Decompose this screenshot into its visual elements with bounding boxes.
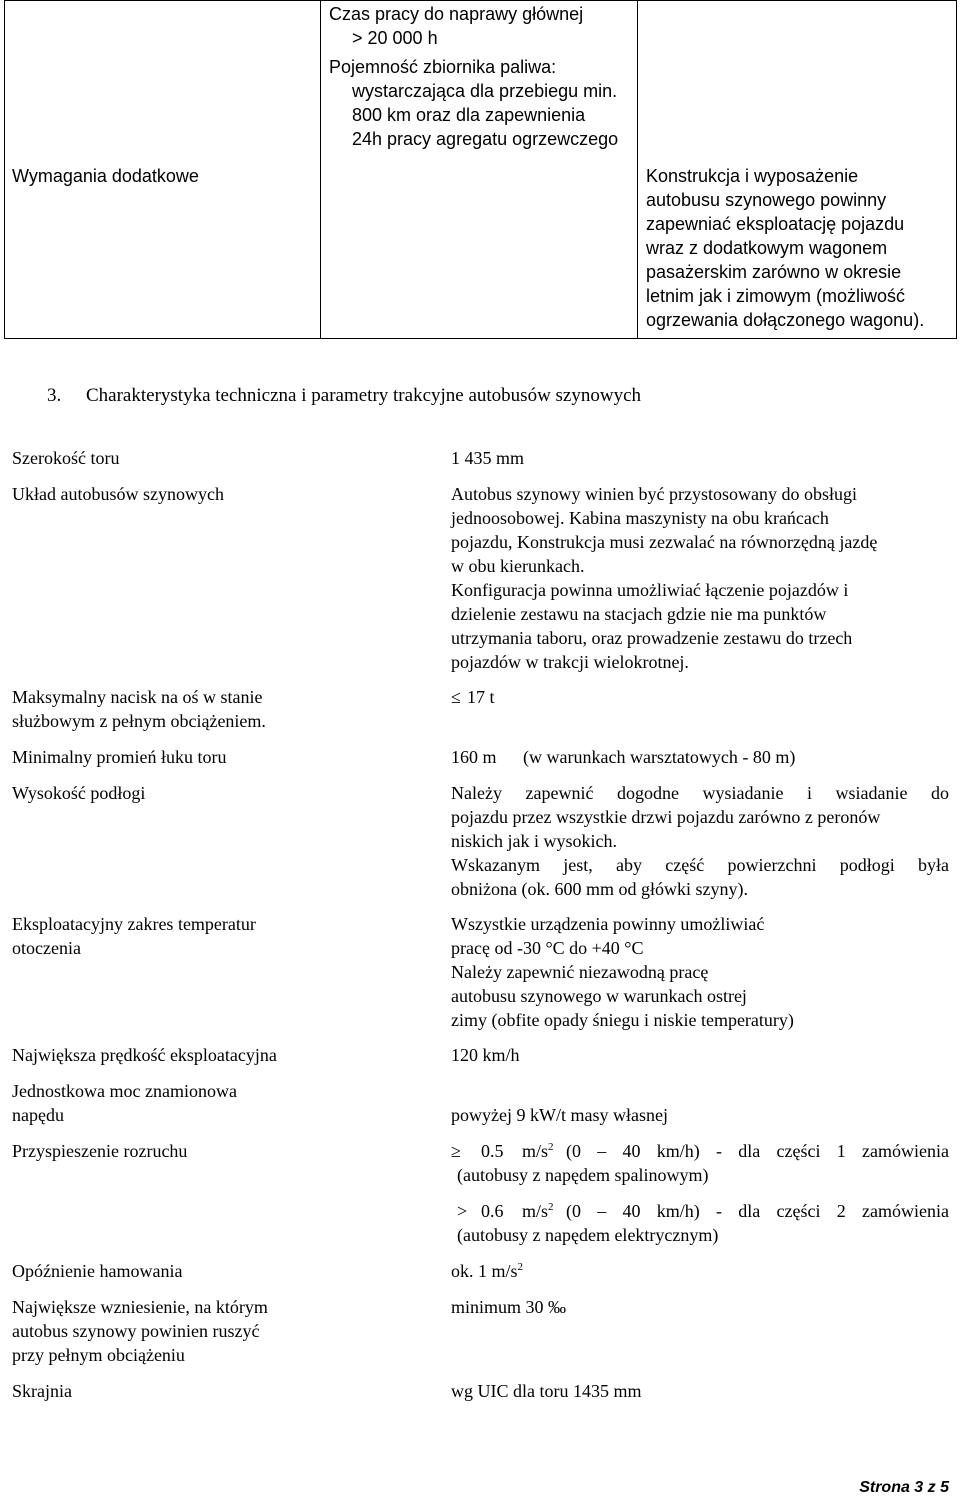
spec-floor-line-2: pojazdu przez wszystkie drzwi pojazdu zarówno z peronów xyxy=(451,807,881,827)
spec-floor-line-1: Należy zapewnić dogodne wysiadanie i wsiadanie do xyxy=(451,783,949,803)
spec-gauge-label: Szerokość toru xyxy=(12,448,120,468)
spec-temperature-line-4: autobusu szynowego w warunkach ostrej xyxy=(451,986,747,1006)
spec-acceleration-a-line2: (autobusy z napędem spalinowym) xyxy=(457,1165,709,1185)
table-right-line-1: Konstrukcja i wyposażenie xyxy=(646,166,859,186)
spec-acceleration-a-unit-text: m/s xyxy=(522,1141,549,1161)
spec-braking-exp: 2 xyxy=(517,1261,524,1273)
table-right-line-2: autobusu szynowego powinny xyxy=(646,190,887,210)
spec-radius-note: (w warunkach warsztatowych - 80 m) xyxy=(523,747,796,767)
spec-layout-label: Układ autobusów szynowych xyxy=(12,484,224,504)
table-border-right xyxy=(956,0,957,339)
spec-gauge-value: 1 435 mm xyxy=(451,448,525,468)
spec-layout-line-3: pojazdu, Konstrukcja musi zezwalać na równorzędną jazdę xyxy=(451,532,878,552)
spec-gauge-profile-label: Skrajnia xyxy=(12,1381,72,1401)
spec-acceleration-a-exp: 2 xyxy=(548,1141,554,1153)
spec-layout-line-7: utrzymania taboru, oraz prowadzenie zestawu do trzech xyxy=(451,628,853,648)
table-mid-line-3: Pojemność zbiornika paliwa: xyxy=(329,57,557,77)
spec-axle-label-2: służbowym z pełnym obciążeniem. xyxy=(12,711,266,731)
spec-temperature-line-3: Należy zapewnić niezawodną pracę xyxy=(451,962,709,982)
spec-acceleration-b-rest: (0 – 40 km/h) - dla części 2 zamówienia xyxy=(566,1201,949,1221)
spec-braking-label: Opóźnienie hamowania xyxy=(12,1261,183,1281)
spec-temperature-line-5: zimy (obfite opady śniegu i niskie temperatury) xyxy=(451,1010,794,1030)
spec-axle-symbol: ≤ xyxy=(451,687,461,707)
table-mid-line-1: Czas pracy do naprawy głównej xyxy=(329,4,584,24)
spec-braking-value-text: ok. 1 m/s xyxy=(451,1261,518,1281)
spec-gradient-label-1: Największe wzniesienie, na którym xyxy=(12,1297,268,1317)
spec-layout-line-1: Autobus szynowy winien być przystosowany do obsługi xyxy=(451,484,857,504)
spec-acceleration-a-rest: (0 – 40 km/h) - dla części 1 zamówienia xyxy=(566,1141,949,1161)
table-border-top xyxy=(4,0,957,1)
table-border-bottom xyxy=(4,338,957,339)
spec-speed-label: Największa prędkość eksploatacyjna xyxy=(12,1045,277,1065)
spec-power-value: powyżej 9 kW/t masy własnej xyxy=(451,1105,668,1125)
spec-temperature-line-1: Wszystkie urządzenia powinny umożliwiać xyxy=(451,914,765,934)
spec-temperature-label-1: Eksploatacyjny zakres temperatur xyxy=(12,914,256,934)
table-mid-line-6: 24h pracy agregatu ogrzewczego xyxy=(352,129,619,149)
spec-axle-value: 17 t xyxy=(467,687,495,707)
spec-floor-label: Wysokość podłogi xyxy=(12,783,146,803)
spec-gradient-value: minimum 30 ‰ xyxy=(451,1297,567,1317)
spec-layout-line-5: Konfiguracja powinna umożliwiać łączenie pojazdów i xyxy=(451,580,849,600)
section-title: Charakterystyka techniczna i parametry trakcyjne autobusów szynowych xyxy=(86,385,642,406)
table-left-label: Wymagania dodatkowe xyxy=(12,166,199,186)
spec-layout-line-6: dzielenie zestawu na stacjach gdzie nie ma punktów xyxy=(451,604,827,624)
spec-floor-line-3: niskich jak i wysokich. xyxy=(451,831,617,851)
table-right-line-5: pasażerskim zarówno w okresie xyxy=(646,262,902,282)
spec-axle-label-1: Maksymalny nacisk na oś w stanie xyxy=(12,687,263,707)
table-mid-line-2: > 20 000 h xyxy=(352,28,438,48)
table-right-line-6: letnim jak i zimowym (możliwość xyxy=(646,286,906,306)
spec-power-label-2: napędu xyxy=(12,1105,64,1125)
spec-gradient-label-2: autobus szynowy powinien ruszyć xyxy=(12,1321,260,1341)
table-border-left xyxy=(4,0,5,339)
spec-layout-line-2: jednoosobowej. Kabina maszynisty na obu krańcach xyxy=(451,508,829,528)
spec-acceleration-b-unit xyxy=(522,1199,554,1226)
table-border-col2 xyxy=(637,0,638,339)
spec-temperature-label-2: otoczenia xyxy=(12,938,81,958)
spec-acceleration-a-value: 0.5 xyxy=(481,1141,504,1161)
table-mid-line-4: wystarczająca dla przebiegu min. xyxy=(352,81,618,101)
table-border-col1 xyxy=(320,0,321,339)
spec-acceleration-b-unit-text: m/s xyxy=(522,1201,549,1221)
spec-acceleration-b-value: 0.6 xyxy=(481,1201,504,1221)
table-right-line-3: zapewniać eksploatację pojazdu xyxy=(646,214,905,234)
spec-acceleration-b-exp: 2 xyxy=(548,1201,554,1213)
spec-radius-label: Minimalny promień łuku toru xyxy=(12,747,227,767)
spec-gradient-label-3: przy pełnym obciążeniu xyxy=(12,1345,185,1365)
table-right-line-7: ogrzewania dołączonego wagonu). xyxy=(646,310,925,330)
spec-radius-value: 160 m xyxy=(451,747,497,767)
spec-floor-line-5: obniżona (ok. 600 mm od główki szyny). xyxy=(451,879,748,899)
table-right-line-4: wraz z dodatkowym wagonem xyxy=(646,238,888,258)
spec-acceleration-label: Przyspieszenie rozruchu xyxy=(12,1141,188,1161)
table-mid-line-5: 800 km oraz dla zapewnienia xyxy=(352,105,586,125)
spec-speed-value: 120 km/h xyxy=(451,1045,520,1065)
spec-layout-line-4: w obu kierunkach. xyxy=(451,556,585,576)
page-number: Strona 3 z 5 xyxy=(859,1479,949,1496)
spec-temperature-line-2: pracę od -30 °C do +40 °C xyxy=(451,938,644,958)
spec-acceleration-b-symbol: > xyxy=(457,1201,468,1221)
spec-acceleration-a-symbol: ≥ xyxy=(451,1141,461,1161)
spec-layout-line-8: pojazdów w trakcji wielokrotnej. xyxy=(451,652,689,672)
spec-floor-line-4: Wskazanym jest, aby część powierzchni podłogi była xyxy=(451,855,949,875)
spec-acceleration-b-line2: (autobusy z napędem elektrycznym) xyxy=(457,1225,719,1245)
spec-acceleration-a-unit xyxy=(522,1139,554,1166)
spec-power-label-1: Jednostkowa moc znamionowa xyxy=(12,1081,237,1101)
spec-braking-value xyxy=(451,1259,523,1286)
spec-gauge-profile-value: wg UIC dla toru 1435 mm xyxy=(451,1381,642,1401)
section-number: 3. xyxy=(47,385,62,406)
